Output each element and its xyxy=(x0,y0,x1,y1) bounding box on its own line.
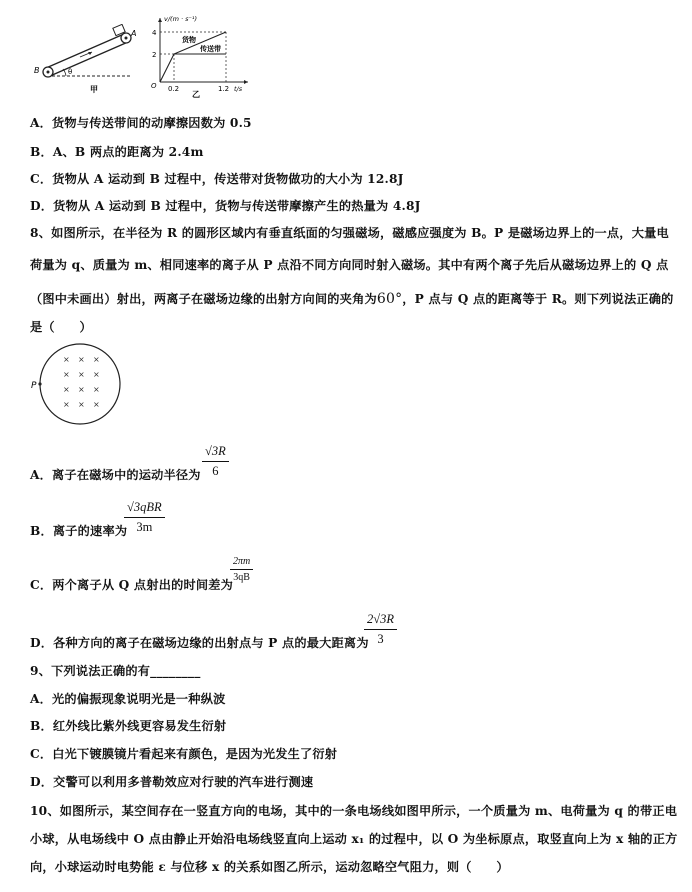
q10-stem-line-3: 向，小球运动时电势能 ε 与位移 x 的关系如图乙所示，运动忽略空气阻力，则（ ） xyxy=(30,860,509,874)
svg-text:×: × xyxy=(78,385,85,394)
figure-yi xyxy=(148,12,260,98)
q8-option-a-denominator: 6 xyxy=(212,464,219,478)
label-a: A xyxy=(131,29,137,38)
q8-option-a: A．离子在磁场中的运动半径为 xyxy=(30,468,201,482)
q8-stem-line-1: 8、如图所示，在半径为 R 的圆形区域内有垂直纸面的匀强磁场，磁感应强度为 B。P 是磁场边界上的一点，大量电 xyxy=(30,226,669,240)
q7-option-b: B．A、B 两点的距离为 2.4m xyxy=(30,145,204,159)
q8-option-b-numerator: √3qBR xyxy=(124,500,165,518)
caption-jia: 甲 xyxy=(90,85,98,94)
svg-text:×: × xyxy=(63,385,70,394)
x-tick-02: 0.2 xyxy=(168,85,180,93)
q7-option-c: C．货物从 A 运动到 B 过程中，传送带对货物做功的大小为 12.8J xyxy=(30,172,404,186)
svg-text:×: × xyxy=(78,370,85,379)
origin: O xyxy=(151,82,157,90)
q10-stem-line-1: 10、如图所示，某空间存在一竖直方向的电场，其中的一条电场线如图甲所示，一个质量为 m、电荷量为 q 的带正电 xyxy=(30,804,678,818)
label-theta: θ xyxy=(68,68,73,76)
ylabel: v/(m · s⁻¹) xyxy=(164,15,198,23)
q8-option-b: B．离子的速率为 xyxy=(30,524,128,538)
q9-option-a: A．光的偏振现象说明光是一种纵波 xyxy=(30,692,226,706)
q8-option-a-fraction xyxy=(202,444,229,479)
q8-option-d: D．各种方向的离子在磁场边缘的出射点与 P 点的最大距离为 xyxy=(30,636,369,650)
q9-stem: 9、下列说法正确的有________ xyxy=(30,664,201,678)
q8-line3-post: ，P 点与 Q 点的距离等于 R。则下列说法正确的 xyxy=(402,292,674,306)
svg-text:×: × xyxy=(63,355,70,364)
y-tick-4: 4 xyxy=(152,29,157,37)
caption-yi: 乙 xyxy=(192,90,200,98)
svg-text:×: × xyxy=(93,355,100,364)
legend-belt: 传送带 xyxy=(200,45,221,53)
q9-option-d: D．交警可以利用多普勒效应对行驶的汽车进行测速 xyxy=(30,775,314,789)
q8-line3-pre: （图中未画出）射出，两离子在磁场边缘的出射方向间的夹角为 xyxy=(30,292,377,306)
svg-text:×: × xyxy=(93,370,100,379)
q8-option-b-denominator: 3m xyxy=(136,520,153,534)
xlabel: t/s xyxy=(234,85,243,93)
q8-stem-line-4: 是（ ） xyxy=(30,320,92,334)
q9-option-c: C．白光下镀膜镜片看起来有颜色，是因为光发生了衍射 xyxy=(30,747,338,761)
legend-goods: 货物 xyxy=(182,36,196,44)
q7-option-d: D．货物从 A 运动到 B 过程中，货物与传送带摩擦产生的热量为 4.8J xyxy=(30,199,421,213)
label-b: B xyxy=(34,66,40,75)
q8-option-b-fraction xyxy=(124,500,165,535)
svg-text:×: × xyxy=(63,370,70,379)
q8-option-d-fraction xyxy=(364,612,397,647)
q10-stem-line-2: 小球，从电场线中 O 点由静止开始沿电场线竖直向上运动 x₁ 的过程中，以 O 为坐标原点，取竖直向上为 x 轴的正方 xyxy=(30,832,678,846)
q8-option-c: C．两个离子从 Q 点射出的时间差为 xyxy=(30,578,234,592)
field-cross-marks xyxy=(63,355,100,409)
q8-option-c-fraction xyxy=(230,556,253,583)
svg-text:×: × xyxy=(78,400,85,409)
q8-option-a-numerator: √3R xyxy=(202,444,229,462)
point-p-label: P xyxy=(31,381,37,391)
q8-stem-line-2: 荷量为 q、质量为 m、相同速率的离子从 P 点沿不同方向同时射入磁场。其中有两个离子先后从磁场边界上的 Q 点 xyxy=(30,258,669,272)
magnetic-field-diagram xyxy=(30,340,130,430)
q8-option-d-numerator: 2√3R xyxy=(364,612,397,630)
x-tick-12: 1.2 xyxy=(218,85,230,93)
svg-text:×: × xyxy=(93,400,100,409)
q7-option-a: A．货物与传送带间的动摩擦因数为 0.5 xyxy=(30,116,252,130)
svg-text:×: × xyxy=(78,355,85,364)
svg-text:×: × xyxy=(63,400,70,409)
q9-option-b: B．红外线比紫外线更容易发生衍射 xyxy=(30,719,227,733)
figure-jia xyxy=(32,24,142,94)
y-tick-2: 2 xyxy=(152,51,157,59)
q8-option-c-denominator: 3qB xyxy=(233,572,250,583)
q8-stem-line-3 xyxy=(30,290,674,307)
q8-option-d-denominator: 3 xyxy=(377,632,384,646)
svg-text:×: × xyxy=(93,385,100,394)
q8-angle: 60° xyxy=(376,291,403,307)
q8-option-c-numerator: 2πm xyxy=(230,556,253,570)
